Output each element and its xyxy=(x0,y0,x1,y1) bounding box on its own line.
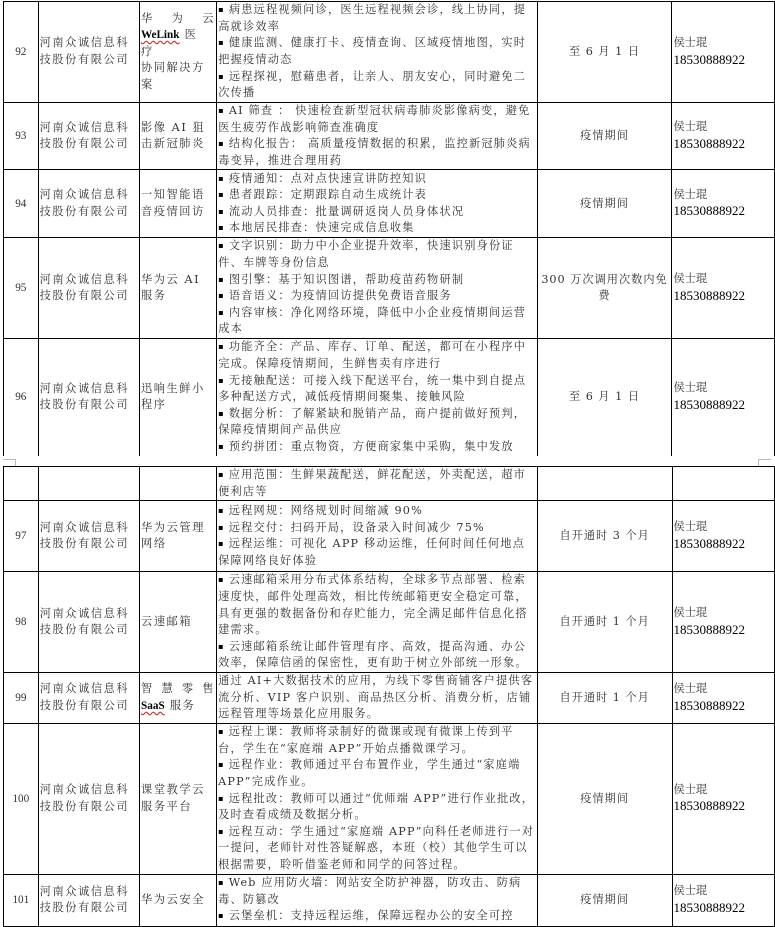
product-description xyxy=(217,338,537,456)
description-bullet: ▪ 图引擎：基于知识图谱，帮助疫苗药物研制 xyxy=(218,272,535,289)
description-bullet: ▪ Web 应用防火墙：网站安全防护神器，防攻击、防病毒、防篡改 xyxy=(218,875,536,908)
contact-phone: 18530888922 xyxy=(673,535,745,551)
page-break xyxy=(0,456,775,466)
description-bullet: ▪ AI 筛查 ： 快速检查新型冠状病毒肺炎影像病变，避免医生疲劳作战影响筛查准确度 xyxy=(218,103,535,136)
product-name: 一知智能语音疫情回访 xyxy=(139,170,216,238)
product-name: 云速邮箱 xyxy=(140,572,217,673)
product-name-brand: SaaS xyxy=(141,700,165,713)
product-name-line-1: 华 为 云 xyxy=(140,11,216,25)
row-number: 92 xyxy=(4,2,39,103)
description-bullet: ▪ 结构化报告： 高质量疫情数据的积累，监控新冠肺炎病毒变异，推进合理用药 xyxy=(218,136,535,169)
table-row-100 xyxy=(4,723,775,874)
description-bullet: ▪ 无接触配送：可接入线下配送平台，统一集中到自提点多种配送方式，减低疫情期间聚集、接触风险 xyxy=(218,373,535,406)
contact-name: 侯士琨 xyxy=(673,606,708,620)
contact xyxy=(672,238,775,339)
product-table-page-1 xyxy=(3,1,775,457)
description-bullet: ▪ 远程作业：教师通过平台布置作业，学生通过“家庭端 APP”完成作业。 xyxy=(218,757,536,790)
description-bullet: ▪ 云速邮箱采用分布式体系结构，全球多节点部署、检索速度快，邮件处理高效，相比传统邮箱更安全稳定可靠，具有更强的数据备份和存贮能力，完全满足邮件信息化搭建需求。 xyxy=(218,572,536,638)
description-bullet: ▪ 预约拼团：重点物资，方便商家集中采购，集中发放 xyxy=(218,439,535,456)
contact-name: 侯士琨 xyxy=(673,272,708,286)
description-bullet: ▪ 患者跟踪：定期跟踪自动生成统计表 xyxy=(218,187,535,204)
row-number: 93 xyxy=(4,103,39,170)
contact-phone: 18530888922 xyxy=(673,798,745,814)
company-name: 河南众诚信息科技股份有限公司 xyxy=(38,723,139,874)
company-name: 河南众诚信息科技股份有限公司 xyxy=(38,2,139,103)
row-number: 101 xyxy=(4,874,39,926)
description-bullet: ▪ 内容审核：净化网络环境，降低中小企业疫情期间运营成本 xyxy=(218,305,535,338)
contact xyxy=(672,103,775,170)
description-bullet: ▪ 云速邮箱系统让邮件管理有序、高效，提高沟通、办公效率，保障信函的保密性，更有助于树立外部统一形象。 xyxy=(218,639,536,672)
company-name: 河南众诚信息科技股份有限公司 xyxy=(38,572,139,673)
row-number: 95 xyxy=(4,238,39,339)
row-number: 94 xyxy=(4,170,39,238)
free-period: 疫情期间 xyxy=(537,723,672,874)
contact-name: 侯士琨 xyxy=(673,520,708,534)
product-description xyxy=(217,874,538,926)
contact-name: 侯士琨 xyxy=(673,381,708,395)
description-bullet: ▪ 远程上课：教师将录制好的微课或现有微课上传到平台，学生在“家庭端 APP”开始点播微课学习。 xyxy=(218,724,536,757)
table-row-97 xyxy=(4,501,775,572)
free-period: 自开通时 1 个月 xyxy=(537,572,672,673)
company-name xyxy=(38,467,139,501)
table-row-92 xyxy=(4,2,775,103)
free-period: 自开通时 3 个月 xyxy=(537,501,672,572)
contact xyxy=(672,2,775,103)
description-bullet: ▪ 远程运维：可视化 APP 移动运维，任何时间任何地点保障网络良好体验 xyxy=(218,536,536,569)
table-row-99 xyxy=(4,673,775,724)
contact-phone: 18530888922 xyxy=(673,697,745,713)
contact-name: 侯士琨 xyxy=(673,120,708,134)
table-row-98 xyxy=(4,572,775,673)
product-name: 华为云 AI 服务 xyxy=(139,238,216,339)
table-row-93 xyxy=(4,103,775,170)
description-bullet: ▪ 疫情通知：点对点快速宣讲防控知识 xyxy=(218,171,535,188)
company-name: 河南众诚信息科技股份有限公司 xyxy=(38,238,139,339)
row-number: 98 xyxy=(4,572,39,673)
free-period: 自开通时 1 个月 xyxy=(537,673,672,724)
contact-phone: 18530888922 xyxy=(673,396,745,412)
company-name: 河南众诚信息科技股份有限公司 xyxy=(38,673,139,724)
description-bullet: ▪ 病患远程视频问诊，医生远程视频会诊，线上协同，提高就诊效率 xyxy=(218,2,535,35)
contact-phone: 18530888922 xyxy=(673,621,745,637)
product-name: 迅响生鲜小程序 xyxy=(139,338,216,456)
free-period: 至 6 月 1 日 xyxy=(537,338,672,456)
description-bullet: ▪ 语音语义：为疫情回访提供免费语音服务 xyxy=(218,288,535,305)
product-name xyxy=(140,467,217,501)
product-name: 课堂教学云服务平台 xyxy=(140,723,217,874)
product-name: 华为云管理网络 xyxy=(140,501,217,572)
contact xyxy=(672,572,775,673)
company-name: 河南众诚信息科技股份有限公司 xyxy=(38,501,139,572)
product-name-line-3: 协同解决方案 xyxy=(140,61,205,91)
contact-phone: 18530888922 xyxy=(673,899,745,915)
contact xyxy=(672,467,775,501)
description-bullet: ▪ 健康监测、健康打卡、疫情查询、区域疫情地图，实时把握疫情动态 xyxy=(218,35,535,68)
description-bullet: ▪ 本地居民排查：快速完成信息收集 xyxy=(218,220,535,237)
product-table-page-2 xyxy=(3,466,775,927)
table-row-94 xyxy=(4,170,775,238)
contact xyxy=(672,874,775,926)
product-description: 通过 AI+大数据技术的应用，为线下零售商铺客户提供客流分析、VIP 客户识别、商品热区分析、消费分析，店铺远程管理等场景化应用服务。 xyxy=(217,673,538,724)
free-period xyxy=(537,467,672,501)
free-period: 疫情期间 xyxy=(537,103,672,170)
product-name-brand: WeLink xyxy=(140,29,180,42)
contact xyxy=(672,673,775,724)
description-bullet: ▪ 应用范围：生鲜果蔬配送，鲜花配送，外卖配送，超市便利店等 xyxy=(218,467,536,500)
row-number: 99 xyxy=(4,673,39,724)
description-bullet: ▪ 远程交付：扫码开局，设备录入时间减少 75% xyxy=(218,520,536,537)
product-name xyxy=(140,673,217,724)
company-name: 河南众诚信息科技股份有限公司 xyxy=(38,103,139,170)
contact-phone: 18530888922 xyxy=(673,135,745,151)
contact-phone: 18530888922 xyxy=(673,51,745,67)
table-row-95 xyxy=(4,238,775,339)
product-name xyxy=(139,2,216,103)
product-name: 华为云安全 xyxy=(140,874,217,926)
product-name-line-1: 智 慧 零 售 xyxy=(141,682,216,696)
company-name: 河南众诚信息科技股份有限公司 xyxy=(38,874,139,926)
product-description xyxy=(217,238,537,339)
product-description xyxy=(217,103,537,170)
description-bullet: ▪ 远程互动：学生通过“家庭端 APP”向科任老师进行一对一提问，老师针对性答疑解惑，本班（校）其他学生可以根据需要，聆听借鉴老师和同学的问答过程。 xyxy=(218,824,536,874)
product-description xyxy=(217,467,538,501)
product-description xyxy=(217,2,537,103)
product-name-suffix: 服务 xyxy=(164,699,196,713)
description-bullet: ▪ 远程探视，慰藉患者，让亲人、朋友安心，同时避免二次传播 xyxy=(218,69,535,102)
contact-name: 侯士琨 xyxy=(673,35,708,49)
product-description xyxy=(217,572,538,673)
contact xyxy=(672,338,775,456)
free-period: 至 6 月 1 日 xyxy=(537,2,672,103)
product-name-suffix: 医 疗 xyxy=(140,28,198,58)
product-description xyxy=(217,723,538,874)
contact-name: 侯士琨 xyxy=(673,782,708,796)
contact-name: 侯士琨 xyxy=(673,187,708,201)
free-period: 300 万次调用次数内免费 xyxy=(537,238,672,339)
contact xyxy=(672,723,775,874)
description-bullet: ▪ 文字识别：助力中小企业提升效率，快速识别身份证件、车牌等身份信息 xyxy=(218,238,535,271)
product-description xyxy=(217,170,537,238)
description-bullet: ▪ 数据分析：了解紧缺和脱销产品，商户提前做好预判，保障疫情期间产品供应 xyxy=(218,406,535,439)
free-period: 疫情期间 xyxy=(537,874,672,926)
row-number xyxy=(4,467,39,501)
free-period: 疫情期间 xyxy=(537,170,672,238)
table-row-96 xyxy=(4,338,775,456)
description-bullet: ▪ 远程网规：网络规划时间缩减 90% xyxy=(218,503,536,520)
contact-phone: 18530888922 xyxy=(673,287,745,303)
contact-name: 侯士琨 xyxy=(673,884,708,898)
company-name: 河南众诚信息科技股份有限公司 xyxy=(38,338,139,456)
table-row-101 xyxy=(4,874,775,926)
table-row-96-continued xyxy=(4,467,775,501)
description-bullet: ▪ 流动人员排查：批量调研返岗人员身体状况 xyxy=(218,204,535,221)
product-name: 影像 AI 狙击新冠肺炎 xyxy=(139,103,216,170)
row-number: 97 xyxy=(4,501,39,572)
contact-name: 侯士琨 xyxy=(673,681,708,695)
contact-phone: 18530888922 xyxy=(673,203,745,219)
contact xyxy=(672,501,775,572)
company-name: 河南众诚信息科技股份有限公司 xyxy=(38,170,139,238)
description-bullet: ▪ 远程批改：教师可以通过“优师端 APP”进行作业批改，及时查看成绩及数据分析。 xyxy=(218,791,536,824)
description-bullet: ▪ 功能齐全：产品、库存、订单、配送，都可在小程序中完成。保障疫情期间，生鲜售卖有序进行 xyxy=(218,339,535,372)
row-number: 96 xyxy=(4,338,39,456)
product-description xyxy=(217,501,538,572)
contact xyxy=(672,170,775,238)
row-number: 100 xyxy=(4,723,39,874)
description-bullet: ▪ 云堡垒机：支持远程运维，保障远程办公的安全可控 xyxy=(218,908,536,925)
